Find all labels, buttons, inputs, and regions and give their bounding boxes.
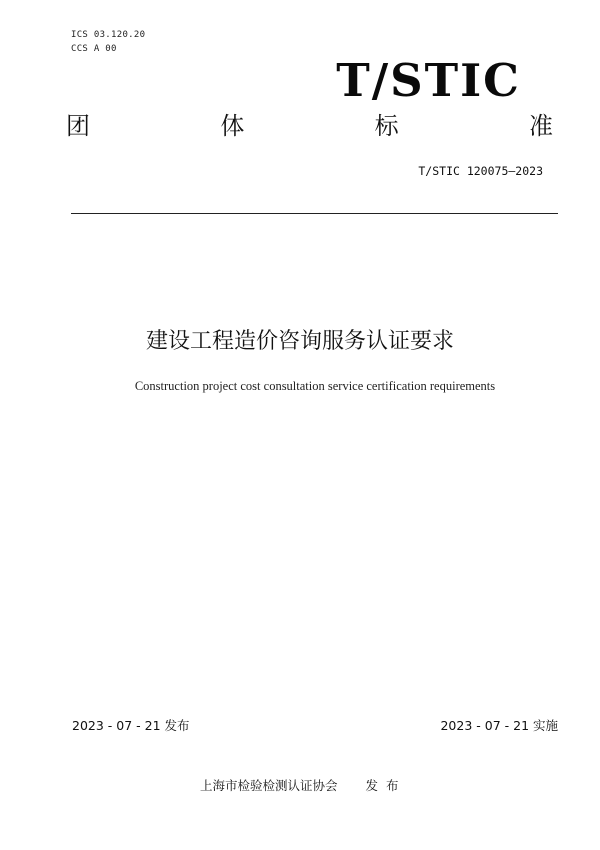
header-divider bbox=[71, 213, 558, 214]
category-char: 标 bbox=[374, 112, 399, 140]
standard-number: T/STIC 120075—2023 bbox=[418, 164, 543, 178]
standard-category bbox=[66, 114, 553, 138]
standard-brand-logo: T/STIC bbox=[336, 54, 521, 107]
publisher-line bbox=[200, 776, 407, 794]
category-char: 团 bbox=[66, 112, 90, 140]
category-char: 体 bbox=[220, 112, 245, 140]
document-title-chinese: 建设工程造价咨询服务认证要求 bbox=[145, 329, 454, 354]
publish-label: 发布 bbox=[365, 778, 407, 793]
ccs-code: CCS A 00 bbox=[71, 44, 117, 54]
implementation-date: 2023 - 07 - 21 实施 bbox=[440, 718, 558, 733]
category-char: 准 bbox=[528, 112, 553, 140]
ics-code: ICS 03.120.20 bbox=[71, 30, 146, 40]
document-title-english: Construction project cost consultation service certification requirements bbox=[134, 379, 496, 393]
publisher-name: 上海市检验检测认证协会 bbox=[200, 778, 338, 793]
issue-date: 2023 - 07 - 21 发布 bbox=[72, 718, 190, 733]
